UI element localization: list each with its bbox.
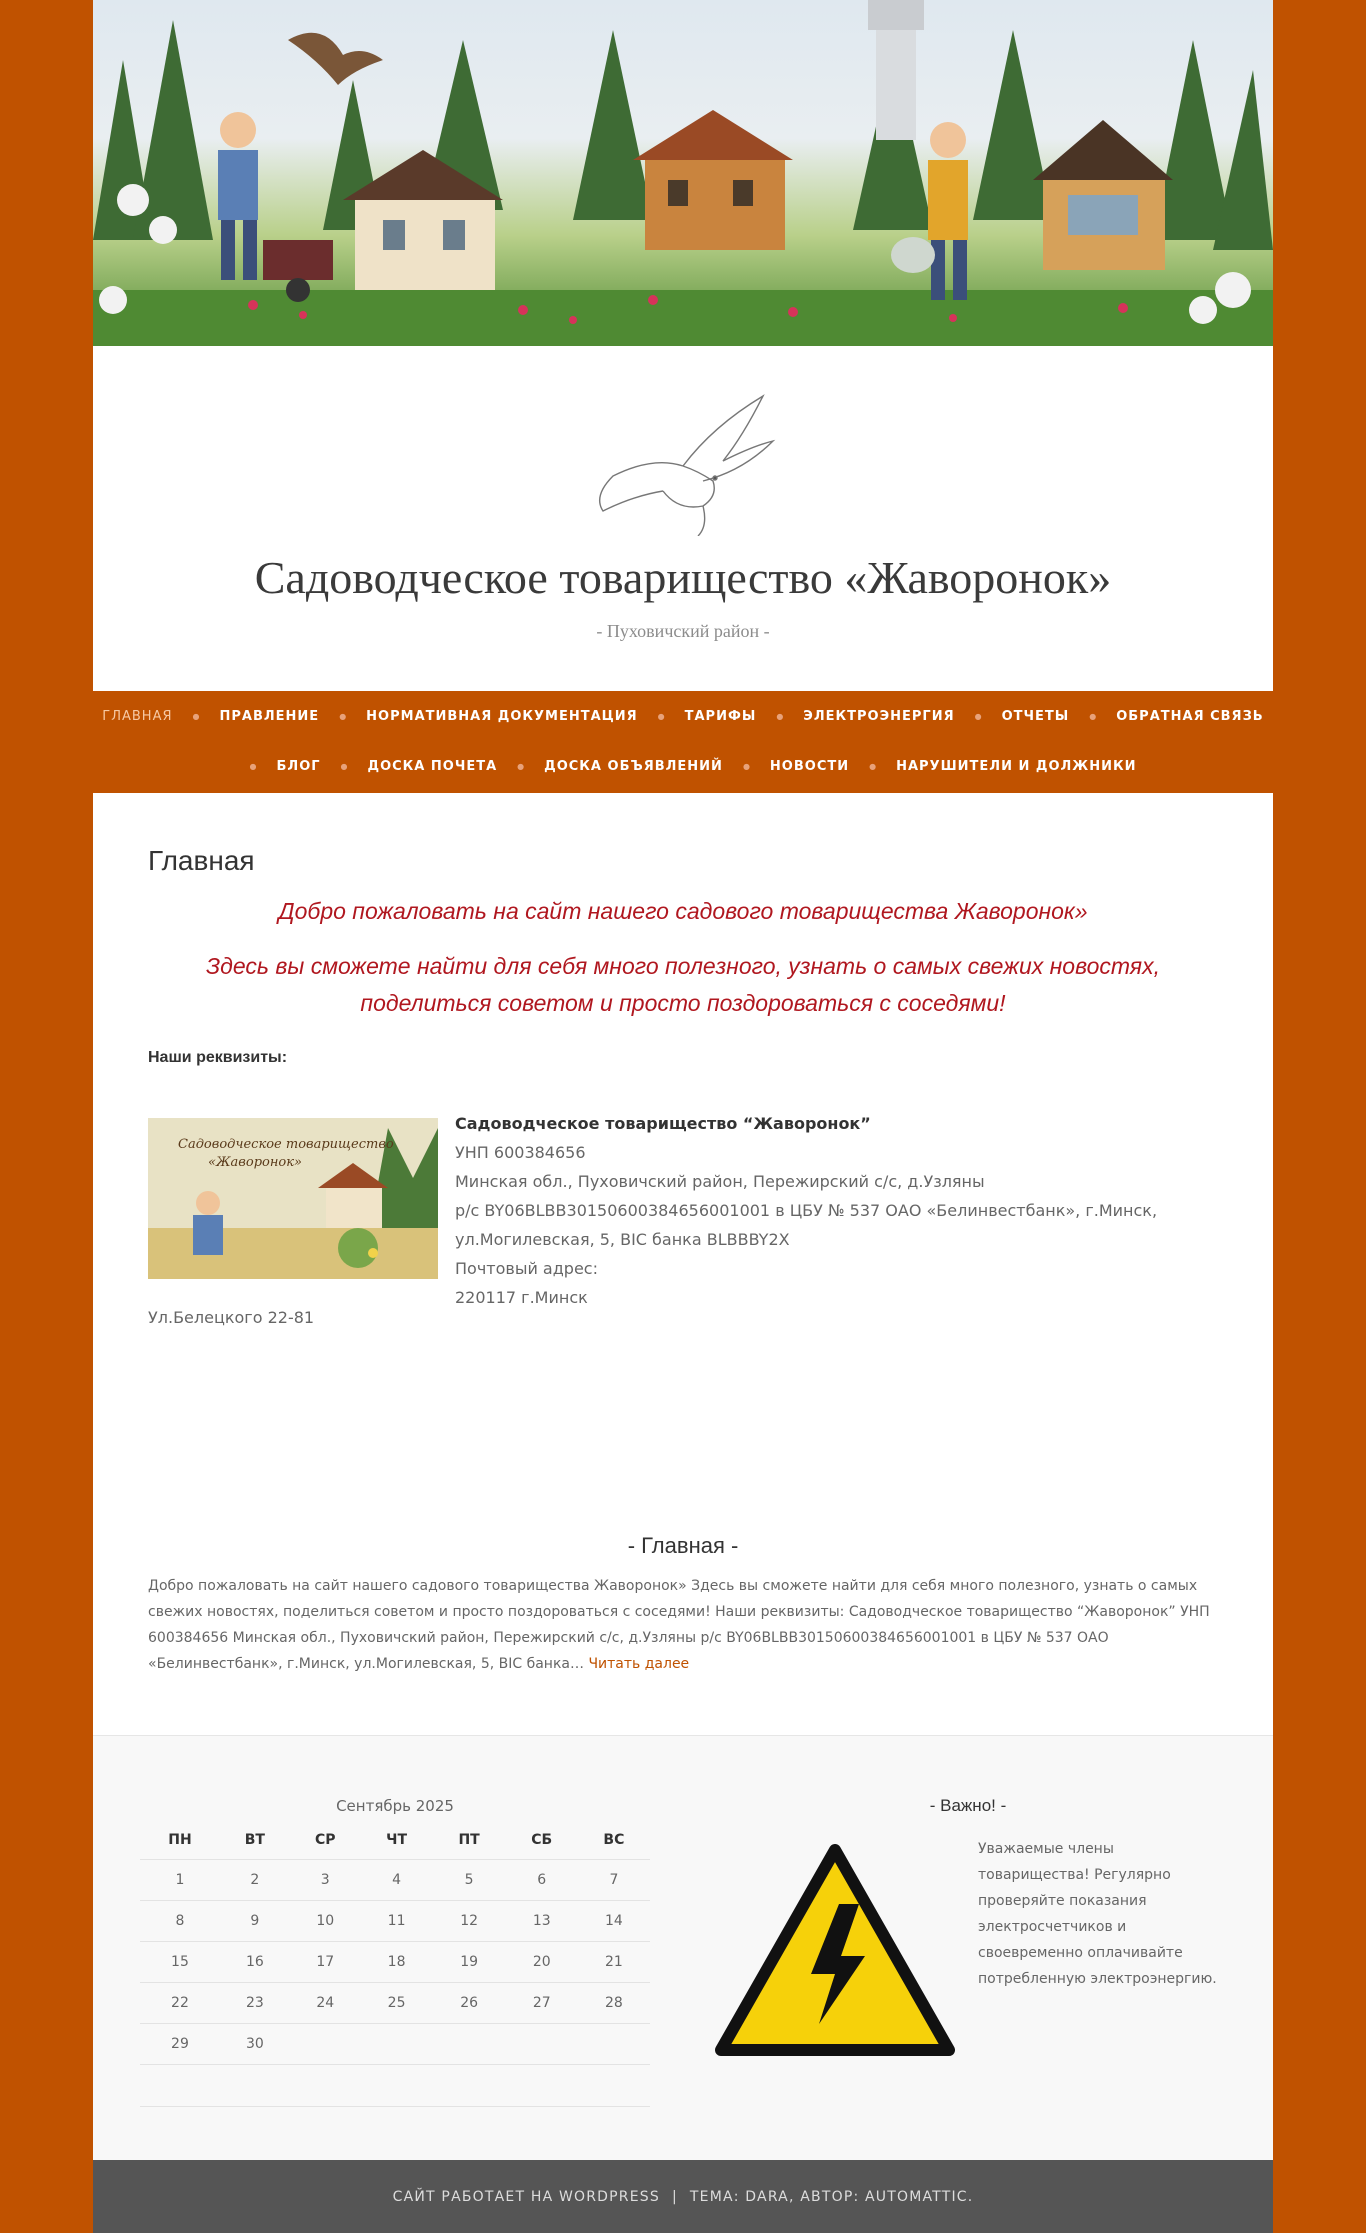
requisites-postal-street: Ул.Белецкого 22-81	[148, 1308, 315, 1327]
calendar-day: 28	[578, 1983, 650, 2024]
requisites-image-caption-line-1: Садоводческое товарищество	[178, 1137, 394, 1152]
site-branding	[93, 346, 1273, 691]
calendar-day: 20	[506, 1942, 578, 1983]
nav-item-ads-board[interactable]: ДОСКА ОБЪЯВЛЕНИЙ	[544, 758, 723, 774]
nav-item-reports[interactable]: ОТЧЕТЫ	[1001, 708, 1070, 724]
calendar-nav-empty	[140, 2065, 650, 2107]
nav-separator: ●	[249, 761, 257, 771]
requisites-image-caption-line-2: «Жаворонок»	[208, 1155, 302, 1170]
requisites-postal-city: 220117 г.Минск	[455, 1288, 588, 1307]
nav-item-honor-board[interactable]: ДОСКА ПОЧЕТА	[367, 758, 498, 774]
calendar-day: 30	[220, 2024, 290, 2065]
calendar-day-header: СБ	[506, 1821, 578, 1860]
site-title[interactable]: Садоводческое товарищество «Жаворонок»	[254, 552, 1112, 603]
calendar-day: 21	[578, 1942, 650, 1983]
calendar-week-row	[140, 1860, 650, 1901]
calendar-day: 29	[140, 2024, 220, 2065]
calendar-week-row	[140, 2024, 650, 2065]
nav-item-news[interactable]: НОВОСТИ	[769, 758, 850, 774]
nav-separator: ●	[974, 711, 982, 721]
calendar-day-header: ВТ	[220, 1821, 290, 1860]
high-voltage-sign	[715, 1844, 955, 2059]
calendar-day: 18	[361, 1942, 433, 1983]
calendar-header-row	[140, 1821, 650, 1860]
calendar-day: 2	[220, 1860, 290, 1901]
calendar-day: 13	[506, 1901, 578, 1942]
calendar-week-row	[140, 1942, 650, 1983]
calendar-day-header: СР	[290, 1821, 361, 1860]
nav-item-electricity[interactable]: ЭЛЕКТРОЭНЕРГИЯ	[803, 708, 955, 724]
calendar-day: 27	[506, 1983, 578, 2024]
calendar-day: 3	[290, 1860, 361, 1901]
requisites-image	[148, 1118, 438, 1279]
calendar-day: 22	[140, 1983, 220, 2024]
wordpress-link[interactable]: САЙТ РАБОТАЕТ НА WORDPRESS	[392, 2188, 660, 2205]
requisites-bank: ул.Могилевская, 5, BIC банка BLBBBY2X	[455, 1230, 790, 1249]
calendar-day: 12	[433, 1901, 506, 1942]
calendar-widget	[140, 1791, 650, 2107]
calendar-day: 6	[506, 1860, 578, 1901]
welcome-text: Добро пожаловать на сайт нашего садового товарищества Жаворонок»	[278, 898, 1088, 924]
page	[93, 0, 1273, 2233]
calendar-day: 24	[290, 1983, 361, 2024]
nav-item-blog[interactable]: БЛОГ	[276, 758, 321, 774]
calendar-day-header: ВС	[578, 1821, 650, 1860]
lark-logo[interactable]	[583, 386, 783, 536]
nav-item-documents[interactable]: НОРМАТИВНАЯ ДОКУМЕНТАЦИЯ	[366, 708, 638, 724]
nav-item-board[interactable]: ПРАВЛЕНИЕ	[219, 708, 320, 724]
welcome-subtext-line-1: Здесь вы сможете найти для себя много полезного, узнать о самых свежих новостях,	[206, 953, 1160, 979]
calendar-day	[433, 2024, 506, 2065]
calendar-day-header: ПТ	[433, 1821, 506, 1860]
excerpt-text: Добро пожаловать на сайт нашего садового товарищества Жаворонок» Здесь вы сможете найти для себя много полезного, узнать о самых свежих новостях, поделиться советом и просто поздороваться с соседями! Наши реквизиты: Садоводческое товарищество “Жаворонок” УНП 600384656 Минская обл., Пуховичский район, Пережирский с/с, д.Узляны р/с BY06BLBB30150600384656001001 в ЦБУ № 537 ОАО «Белинвестбанк», г.Минск, ул.Могилевская, 5, BIC банка…	[148, 1578, 1210, 1672]
nav-item-home[interactable]: ГЛАВНАЯ	[102, 708, 173, 724]
nav-separator: ●	[192, 711, 200, 721]
calendar-day-header: ЧТ	[361, 1821, 433, 1860]
calendar-day: 8	[140, 1901, 220, 1942]
warning-title: - Важно! -	[929, 1796, 1007, 1815]
read-more-link[interactable]: Читать далее	[588, 1656, 690, 1672]
nav-separator: ●	[339, 711, 347, 721]
calendar-day: 14	[578, 1901, 650, 1942]
requisites-name: Садоводческое товарищество “Жаворонок”	[455, 1114, 871, 1133]
lark-bird-icon	[583, 386, 783, 536]
calendar-day: 11	[361, 1901, 433, 1942]
requisites-details	[455, 1109, 1215, 1312]
calendar-week-row	[140, 1901, 650, 1942]
nav-item-debtors[interactable]: НАРУШИТЕЛИ И ДОЛЖНИКИ	[896, 758, 1137, 774]
nav-separator: ●	[1089, 711, 1097, 721]
calendar-day: 4	[361, 1860, 433, 1901]
nav-separator: ●	[517, 761, 525, 771]
calendar-day	[290, 2024, 361, 2065]
site-footer	[93, 2160, 1273, 2233]
calendar-day	[361, 2024, 433, 2065]
requisites-postal-label: Почтовый адрес:	[455, 1259, 598, 1278]
calendar-day: 10	[290, 1901, 361, 1942]
requisites-image-caption	[178, 1136, 394, 1172]
calendar-day: 7	[578, 1860, 650, 1901]
nav-separator: ●	[657, 711, 665, 721]
calendar-day: 26	[433, 1983, 506, 2024]
calendar-day: 5	[433, 1860, 506, 1901]
nav-separator: ●	[340, 761, 348, 771]
calendar-caption: Сентябрь 2025	[336, 1797, 454, 1815]
calendar-week-row	[140, 1983, 650, 2024]
calendar-day: 1	[140, 1860, 220, 1901]
footer-widgets	[93, 1735, 1273, 2161]
calendar-day	[578, 2024, 650, 2065]
calendar-day: 23	[220, 1983, 290, 2024]
calendar-nav-row	[140, 2065, 650, 2107]
excerpt	[148, 1573, 1218, 1677]
nav-separator: ●	[869, 761, 877, 771]
calendar-day: 9	[220, 1901, 290, 1942]
requisites-address: Минская обл., Пуховичский район, Пережирский с/с, д.Узляны	[455, 1172, 985, 1191]
site-description: - Пуховичский район -	[596, 621, 770, 641]
excerpt-title[interactable]: - Главная -	[627, 1533, 739, 1558]
calendar-day: 17	[290, 1942, 361, 1983]
nav-separator: ●	[742, 761, 750, 771]
page-title: Главная	[148, 845, 255, 876]
high-voltage-warning-icon	[715, 1844, 955, 2059]
calendar-day-header: ПН	[140, 1821, 220, 1860]
warning-text: Уважаемые члены товарищества! Регулярно проверяйте показания электросчетчиков и своевременно оплачивайте потребленную электроэнергию.	[978, 1841, 1217, 1987]
welcome-subtext	[148, 948, 1218, 1022]
calendar-day: 16	[220, 1942, 290, 1983]
nav-row-2	[93, 741, 1273, 791]
requisites-unp: УНП 600384656	[455, 1143, 586, 1162]
calendar-day	[506, 2024, 578, 2065]
nav-item-feedback[interactable]: ОБРАТНАЯ СВЯЗЬ	[1116, 708, 1264, 724]
calendar-table	[140, 1821, 650, 2107]
main-navigation	[93, 691, 1273, 793]
footer-separator: |	[671, 2188, 678, 2205]
calendar-day: 25	[361, 1983, 433, 2024]
nav-item-tariffs[interactable]: ТАРИФЫ	[684, 708, 757, 724]
header-image	[93, 0, 1273, 346]
welcome-subtext-line-2: поделиться советом и просто поздороваться с соседями!	[360, 990, 1006, 1016]
calendar-day: 15	[140, 1942, 220, 1983]
nav-separator: ●	[776, 711, 784, 721]
requisites-account: р/с BY06BLBB30150600384656001001 в ЦБУ № 537 ОАО «Белинвестбанк», г.Минск,	[455, 1201, 1158, 1220]
requisites-label: Наши реквизиты:	[148, 1049, 288, 1066]
nav-row-1	[93, 691, 1273, 741]
calendar-day: 19	[433, 1942, 506, 1983]
theme-link[interactable]: ТЕМА: DARA, АВТОР: AUTOMATTIC.	[689, 2188, 974, 2205]
header-illustration	[93, 0, 1273, 346]
